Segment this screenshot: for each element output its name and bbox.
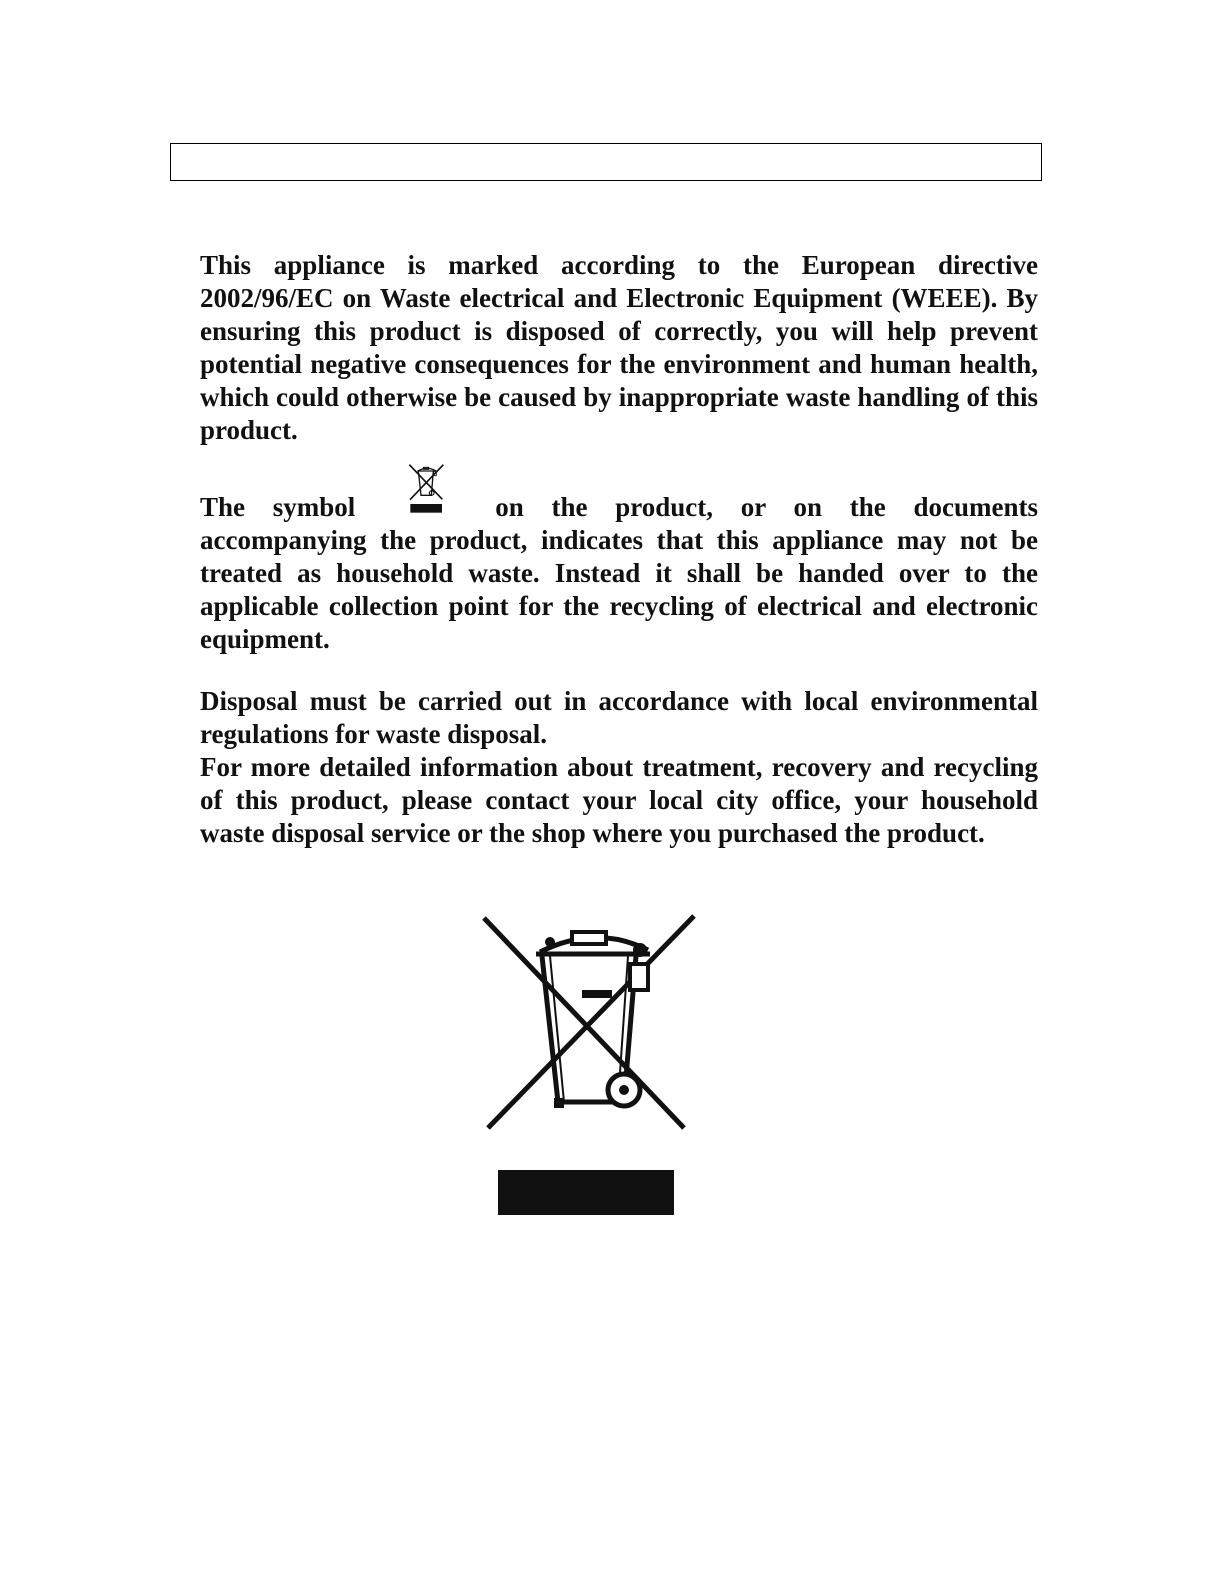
symbol-text-before: The symbol: [200, 492, 356, 522]
symbol-text-after: on the product, or on the documents accompanying the product, indicates that this appliance may not be treated as household waste. Instead it shall be handed over to the applicable collection point for the recycling of electrical and electronic equipment.: [200, 492, 1038, 654]
inline-weee-symbol: [355, 491, 495, 524]
more-info-paragraph: For more detailed information about treatment, recovery and recycling of this product, please contact your local city office, your household waste disposal service or the shop where you purchased the product.: [200, 752, 1038, 848]
header-box: [170, 143, 1042, 181]
symbol-paragraph: [200, 491, 1038, 656]
intro-paragraph: This appliance is marked according to the European directive 2002/96/EC on Waste electrical and Electronic Equipment (WEEE). By ensuring this product is disposed of correctly, you will help prevent potential negative consequences for the environment and human health, which could otherwise be caused by inappropriate waste handling of this product.: [200, 250, 1038, 445]
large-weee-symbol: [478, 912, 700, 1225]
weee-crossed-bin-icon: [478, 912, 700, 1220]
disposal-paragraph: Disposal must be carried out in accordance with local environmental regulations for waste disposal.: [200, 686, 1038, 749]
weee-crossed-bin-icon: [408, 461, 444, 517]
